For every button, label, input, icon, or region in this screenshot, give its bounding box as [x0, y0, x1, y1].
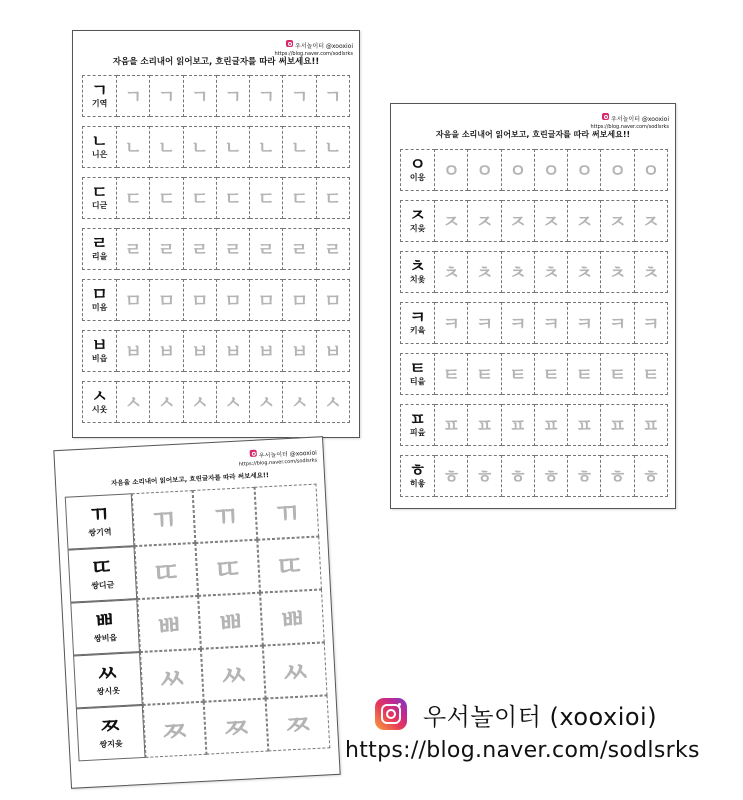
trace-cell: ㅎ	[502, 455, 535, 497]
trace-cell: ㄲ	[131, 490, 195, 546]
trace-cell: ㅃ	[137, 596, 201, 652]
trace-cell: ㅍ	[502, 404, 535, 446]
trace-cell: ㄹ	[117, 228, 150, 270]
worksheet-consonants-1	[72, 30, 360, 438]
trace-cell: ㄴ	[283, 126, 316, 168]
consonant-label-box	[400, 149, 435, 191]
consonant-row	[400, 455, 668, 497]
consonant-name: 비읍	[91, 354, 108, 364]
consonant-glyph: ㄸ	[90, 555, 114, 582]
trace-cell: ㄴ	[150, 126, 183, 168]
consonant-row	[400, 200, 668, 242]
consonant-glyph: ㅍ	[409, 410, 426, 431]
instruction-text: 자음을 소리내어 읽어보고, 흐린글자를 따라 써보세요!!	[435, 130, 631, 139]
consonant-label-box	[82, 330, 117, 372]
consonant-glyph: ㅅ	[91, 387, 108, 408]
trace-cell: ㅅ	[150, 381, 183, 423]
trace-cell: ㅍ	[635, 404, 668, 446]
trace-cell: ㄴ	[217, 126, 250, 168]
trace-cell: ㄹ	[217, 228, 250, 270]
trace-cell: ㅋ	[435, 302, 468, 344]
header-name: 우서놀이터 @xooxioi	[258, 449, 318, 460]
consonant-name: 히읗	[409, 479, 426, 489]
trace-cell: ㅋ	[568, 302, 601, 344]
worksheet-double-consonants	[53, 436, 340, 789]
trace-cell: ㄲ	[193, 487, 257, 543]
consonant-label-box	[400, 200, 435, 242]
trace-cell: ㅈ	[601, 200, 634, 242]
trace-cell: ㅅ	[317, 381, 350, 423]
consonant-row	[400, 302, 668, 344]
trace-cell: ㅆ	[201, 646, 265, 702]
trace-cell: ㄹ	[283, 228, 316, 270]
trace-cell: ㅂ	[250, 330, 283, 372]
trace-cell: ㄴ	[317, 126, 350, 168]
consonant-name: 쌍디귿	[90, 580, 115, 591]
trace-cell: ㅎ	[568, 455, 601, 497]
consonant-label-box	[400, 251, 435, 293]
header-name: 우서놀이터 @xooxioi	[295, 43, 353, 50]
trace-cell: ㅊ	[635, 251, 668, 293]
header-url: https://blog.naver.com/sodlsrks	[274, 51, 353, 58]
trace-cell: ㄷ	[283, 177, 316, 219]
trace-cell: ㅂ	[150, 330, 183, 372]
trace-cell: ㄴ	[184, 126, 217, 168]
trace-cell: ㅎ	[635, 455, 668, 497]
consonant-glyph: ㅈ	[409, 206, 426, 227]
trace-cell: ㅆ	[263, 642, 327, 698]
consonant-glyph: ㅆ	[96, 661, 119, 688]
header-url: https://blog.naver.com/sodlsrks	[238, 457, 318, 468]
sheet-header	[590, 107, 669, 131]
trace-cell: ㅅ	[217, 381, 250, 423]
consonant-name: 기역	[91, 99, 108, 109]
trace-cell: ㅎ	[468, 455, 501, 497]
consonant-label-box	[70, 599, 139, 655]
consonant-name: 쌍지읒	[99, 739, 123, 750]
consonant-glyph: ㅇ	[409, 155, 426, 176]
instruction-text: 자음을 소리내어 읽어보고, 흐린글자를 따라 써보세요!!	[112, 57, 320, 67]
consonant-name: 쌍기역	[88, 527, 112, 538]
trace-cell: ㅋ	[635, 302, 668, 344]
trace-cell: ㅊ	[502, 251, 535, 293]
consonant-glyph: ㅂ	[91, 336, 108, 357]
trace-cell: ㅅ	[283, 381, 316, 423]
consonant-row	[400, 251, 668, 293]
consonant-name: 키읔	[409, 326, 426, 336]
trace-cell: ㅈ	[435, 200, 468, 242]
trace-cell: ㅅ	[117, 381, 150, 423]
trace-cell: ㅁ	[283, 279, 316, 321]
consonant-row	[400, 404, 668, 446]
trace-cell: ㄴ	[250, 126, 283, 168]
trace-cell: ㄹ	[184, 228, 217, 270]
trace-cell: ㅇ	[535, 149, 568, 191]
instagram-icon	[286, 40, 293, 47]
trace-cell: ㅁ	[317, 279, 350, 321]
trace-cell: ㅊ	[435, 251, 468, 293]
trace-cell: ㅌ	[435, 353, 468, 395]
trace-cell: ㄴ	[117, 126, 150, 168]
consonant-row	[82, 330, 350, 372]
trace-cell: ㅁ	[117, 279, 150, 321]
trace-cell: ㅍ	[568, 404, 601, 446]
consonant-name: 이응	[409, 173, 426, 183]
trace-cell: ㅅ	[250, 381, 283, 423]
footer-credit	[345, 694, 735, 763]
trace-cell: ㅁ	[250, 279, 283, 321]
trace-cell: ㅌ	[535, 353, 568, 395]
trace-cell: ㅂ	[217, 330, 250, 372]
consonant-name: 쌍비읍	[93, 633, 118, 644]
consonant-label-box	[73, 652, 142, 708]
consonant-label-box	[82, 126, 117, 168]
trace-cell: ㅈ	[568, 200, 601, 242]
trace-cell: ㄷ	[317, 177, 350, 219]
trace-cell: ㅈ	[502, 200, 535, 242]
trace-cell: ㄷ	[217, 177, 250, 219]
trace-cell: ㅂ	[184, 330, 217, 372]
consonant-glyph: ㄷ	[91, 183, 108, 204]
worksheet-consonants-2	[390, 103, 676, 509]
trace-cell: ㅈ	[468, 200, 501, 242]
consonant-row	[400, 149, 668, 191]
instruction-text: 자음을 소리내어 읽어보고, 흐린글자를 따라 써보세요!!	[110, 471, 270, 488]
consonant-glyph: ㄱ	[91, 81, 108, 102]
trace-cell: ㄷ	[184, 177, 217, 219]
trace-cell: ㅈ	[635, 200, 668, 242]
consonant-glyph: ㅌ	[409, 359, 426, 380]
sheet-header	[238, 441, 318, 469]
trace-cell: ㅋ	[502, 302, 535, 344]
trace-cell: ㅂ	[283, 330, 316, 372]
consonant-name: 리을	[91, 252, 108, 262]
trace-cell: ㅁ	[150, 279, 183, 321]
trace-cell: ㄲ	[255, 484, 319, 540]
trace-cell: ㄷ	[117, 177, 150, 219]
trace-cell: ㅂ	[317, 330, 350, 372]
trace-cell: ㅇ	[435, 149, 468, 191]
trace-cell: ㅂ	[117, 330, 150, 372]
consonant-glyph: ㄹ	[91, 234, 108, 255]
consonant-name: 쌍시옷	[96, 686, 121, 697]
trace-cell: ㅌ	[568, 353, 601, 395]
trace-cell: ㅌ	[635, 353, 668, 395]
trace-cell: ㄹ	[250, 228, 283, 270]
trace-cell: ㅎ	[601, 455, 634, 497]
trace-cell: ㅎ	[535, 455, 568, 497]
trace-cell: ㄱ	[250, 75, 283, 117]
trace-cell: ㅊ	[568, 251, 601, 293]
consonant-label-box	[76, 705, 145, 761]
consonant-label-box	[400, 455, 435, 497]
footer-name: 우서놀이터 (xooxioi)	[423, 702, 658, 731]
consonant-label-box	[400, 302, 435, 344]
consonant-name: 티읕	[409, 377, 426, 387]
trace-cell: ㅍ	[468, 404, 501, 446]
trace-cell: ㄱ	[150, 75, 183, 117]
trace-cell: ㄹ	[317, 228, 350, 270]
consonant-row	[82, 228, 350, 270]
consonant-glyph: ㅎ	[409, 461, 426, 482]
trace-cell: ㄸ	[196, 540, 260, 596]
trace-cell: ㅍ	[535, 404, 568, 446]
instagram-icon	[250, 450, 257, 457]
trace-cell: ㅉ	[266, 695, 330, 751]
trace-cell: ㄱ	[217, 75, 250, 117]
trace-cell: ㅇ	[635, 149, 668, 191]
trace-cell: ㅇ	[502, 149, 535, 191]
consonant-label-box	[82, 381, 117, 423]
consonant-glyph: ㅁ	[91, 285, 108, 306]
trace-cell: ㅊ	[468, 251, 501, 293]
consonant-label-box	[82, 279, 117, 321]
trace-cell: ㅉ	[204, 699, 268, 755]
header-url: https://blog.naver.com/sodlsrks	[590, 124, 669, 131]
trace-cell: ㅁ	[184, 279, 217, 321]
trace-cell: ㅈ	[535, 200, 568, 242]
consonant-glyph: ㄲ	[87, 502, 111, 529]
trace-cell: ㄸ	[258, 537, 322, 593]
trace-cell: ㄷ	[150, 177, 183, 219]
trace-cell: ㄱ	[317, 75, 350, 117]
trace-cell: ㄸ	[134, 543, 198, 599]
trace-cell: ㅋ	[468, 302, 501, 344]
trace-cell: ㅇ	[468, 149, 501, 191]
trace-cell: ㄱ	[283, 75, 316, 117]
consonant-name: 치읓	[409, 275, 426, 285]
consonant-label-box	[68, 546, 137, 602]
consonant-row	[400, 353, 668, 395]
consonant-name: 지읒	[409, 224, 426, 234]
instagram-icon	[375, 698, 407, 730]
consonant-rows	[65, 484, 331, 762]
consonant-row	[82, 381, 350, 423]
trace-cell: ㄱ	[117, 75, 150, 117]
consonant-glyph: ㅋ	[409, 308, 426, 329]
trace-cell: ㅎ	[435, 455, 468, 497]
trace-cell: ㅇ	[568, 149, 601, 191]
consonant-label-box	[82, 228, 117, 270]
consonant-row	[82, 279, 350, 321]
consonant-label-box	[65, 493, 134, 549]
trace-cell: ㅌ	[502, 353, 535, 395]
trace-cell: ㄹ	[150, 228, 183, 270]
consonant-glyph: ㅊ	[409, 257, 426, 278]
consonant-label-box	[400, 353, 435, 395]
consonant-label-box	[400, 404, 435, 446]
footer-url: https://blog.naver.com/sodlsrks	[345, 738, 700, 763]
consonant-name: 디귿	[91, 201, 108, 211]
trace-cell: ㅇ	[601, 149, 634, 191]
trace-cell: ㅋ	[535, 302, 568, 344]
consonant-rows	[400, 149, 668, 506]
header-name: 우서놀이터 @xooxioi	[611, 116, 669, 123]
consonant-label-box	[82, 177, 117, 219]
trace-cell: ㅌ	[601, 353, 634, 395]
consonant-row	[82, 177, 350, 219]
trace-cell: ㄱ	[184, 75, 217, 117]
consonant-glyph: ㅃ	[93, 608, 116, 635]
trace-cell: ㅊ	[601, 251, 634, 293]
trace-cell: ㅍ	[601, 404, 634, 446]
trace-cell: ㅌ	[468, 353, 501, 395]
instagram-icon	[602, 113, 609, 120]
consonant-name: 시옷	[91, 405, 108, 415]
consonant-row	[82, 75, 350, 117]
trace-cell: ㅊ	[535, 251, 568, 293]
trace-cell: ㅅ	[184, 381, 217, 423]
trace-cell: ㅍ	[435, 404, 468, 446]
consonant-name: 미음	[91, 303, 108, 313]
trace-cell: ㅁ	[217, 279, 250, 321]
trace-cell: ㅃ	[199, 593, 263, 649]
consonant-label-box	[82, 75, 117, 117]
trace-cell: ㅃ	[260, 589, 324, 645]
trace-cell: ㅉ	[142, 702, 206, 758]
trace-cell: ㄷ	[250, 177, 283, 219]
consonant-rows	[82, 75, 350, 432]
consonant-name: 니은	[91, 150, 108, 160]
consonant-name: 피읖	[409, 428, 426, 438]
consonant-row	[82, 126, 350, 168]
trace-cell: ㅆ	[140, 649, 204, 705]
consonant-glyph: ㄴ	[91, 132, 108, 153]
trace-cell: ㅋ	[601, 302, 634, 344]
consonant-glyph: ㅉ	[98, 714, 122, 741]
